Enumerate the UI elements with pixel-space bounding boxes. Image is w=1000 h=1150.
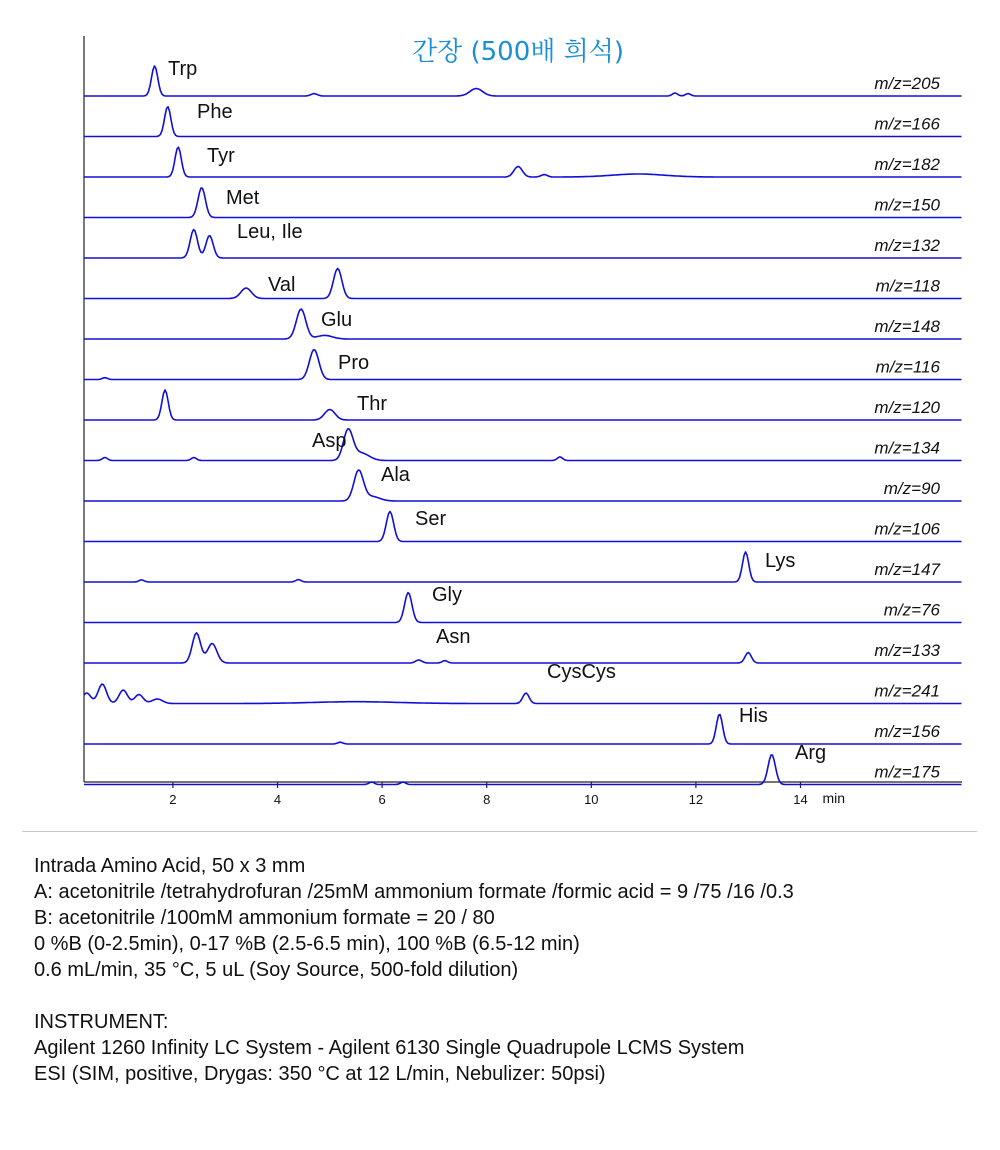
trace-line	[84, 390, 962, 420]
mz-label: m/z=133	[874, 641, 940, 660]
peak-label: Met	[226, 187, 260, 209]
mz-label: m/z=148	[874, 317, 940, 336]
section-divider	[22, 831, 977, 832]
instrument-heading: INSTRUMENT:	[34, 1011, 169, 1033]
detection-settings: ESI (SIM, positive, Drygas: 350 °C at 12 L/min, Nebulizer: 50psi)	[34, 1063, 606, 1085]
peak-label: Val	[268, 274, 296, 296]
peak-label: Thr	[357, 393, 387, 415]
trace-line	[84, 755, 962, 784]
peak-label: His	[739, 705, 768, 727]
trace-line	[84, 66, 962, 96]
peak-label: Lys	[765, 550, 796, 572]
mobile-phase-a: A: acetonitrile /tetrahydrofuran /25mM ammonium formate /formic acid = 9 /75 /16 /0.3	[34, 881, 794, 903]
gradient-program: 0 %B (0-2.5min), 0-17 %B (2.5-6.5 min), 100 %B (6.5-12 min)	[34, 933, 580, 955]
mz-label: m/z=175	[874, 762, 940, 782]
instrument-description: Agilent 1260 Infinity LC System - Agilent 6130 Single Quadrupole LCMS System	[34, 1037, 745, 1059]
peak-label: Glu	[321, 309, 353, 331]
mz-label: m/z=182	[874, 155, 940, 174]
trace-line	[84, 593, 962, 623]
trace-line	[84, 512, 962, 542]
x-tick-label: 2	[169, 792, 177, 807]
mz-label: m/z=76	[883, 600, 940, 620]
trace-line	[84, 552, 962, 582]
mz-label: m/z=134	[874, 438, 940, 458]
mobile-phase-b: B: acetonitrile /100mM ammonium formate = 20 / 80	[34, 907, 495, 929]
trace-line	[84, 429, 962, 461]
trace-line	[84, 715, 962, 745]
mz-label: m/z=150	[874, 195, 940, 215]
peak-label: Leu, Ile	[237, 221, 303, 243]
peak-label: Gly	[432, 584, 462, 606]
mz-label: m/z=118	[875, 276, 940, 296]
trace-line	[84, 269, 962, 299]
trace-line	[84, 633, 962, 663]
x-tick-label: 4	[273, 792, 282, 807]
trace-line	[84, 681, 962, 704]
mz-label: m/z=241	[874, 681, 940, 701]
trace-line	[84, 470, 962, 501]
x-axis-unit-label: min	[822, 790, 846, 806]
mz-label: m/z=156	[874, 722, 940, 741]
method-conditions	[34, 853, 984, 1087]
peak-label: Trp	[168, 58, 198, 80]
mz-label: m/z=205	[874, 74, 940, 93]
peak-label: Ser	[415, 508, 447, 530]
trace-line	[84, 350, 962, 380]
peak-label: Asn	[436, 626, 471, 648]
mz-label: m/z=120	[874, 398, 940, 417]
peak-label: Ala	[381, 464, 410, 486]
mz-label: m/z=90	[883, 479, 940, 498]
trace-line	[84, 188, 962, 218]
mz-label: m/z=166	[874, 114, 940, 134]
mz-label: m/z=147	[874, 560, 940, 579]
chart-title: 간장 (500배 희석)	[411, 37, 625, 67]
peak-label: Asp	[312, 430, 347, 452]
x-tick-label: 10	[584, 792, 599, 807]
peak-label: CysCys	[547, 661, 616, 683]
trace-line	[84, 309, 962, 339]
peak-label: Phe	[197, 101, 233, 123]
peak-label: Tyr	[207, 145, 235, 167]
trace-line	[84, 230, 962, 258]
x-tick-label: 6	[378, 792, 386, 807]
mz-label: m/z=116	[875, 357, 940, 377]
peak-label: Arg	[795, 742, 827, 764]
x-tick-label: 8	[483, 792, 491, 807]
flow-conditions: 0.6 mL/min, 35 °C, 5 uL (Soy Source, 500-fold dilution)	[34, 959, 519, 981]
x-tick-label: 14	[793, 792, 808, 807]
x-tick-label: 12	[688, 792, 704, 807]
mz-label: m/z=106	[874, 519, 940, 539]
column-spec: Intrada Amino Acid, 50 x 3 mm	[34, 855, 306, 877]
peak-label: Pro	[338, 352, 370, 374]
mz-label: m/z=132	[874, 236, 940, 255]
